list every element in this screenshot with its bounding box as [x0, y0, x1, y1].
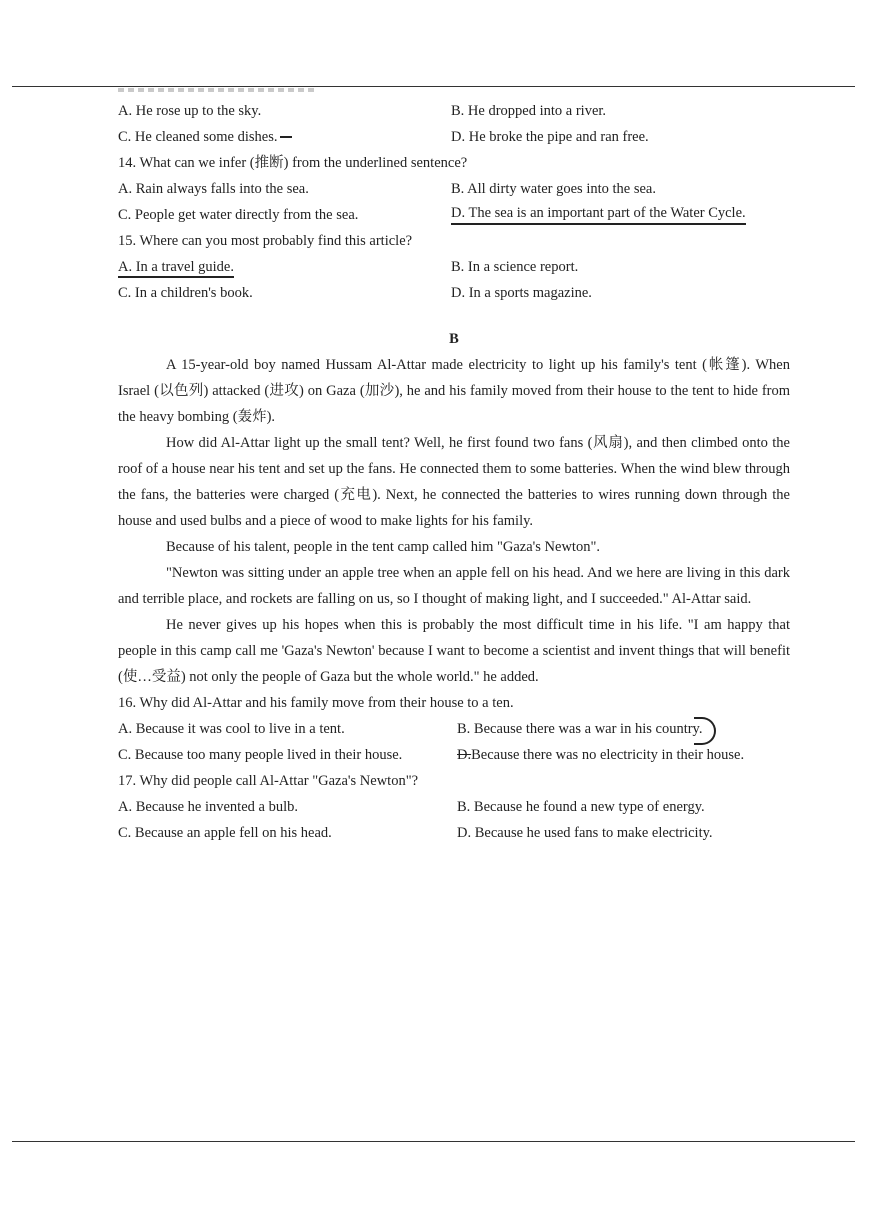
- q14-option-c: C. People get water directly from the sea.: [118, 206, 359, 223]
- q15-options-row-2: [118, 280, 790, 306]
- q16-option-d-letter: D.: [457, 746, 472, 763]
- q13-options-row-2: [118, 124, 790, 150]
- q16-option-c: C. Because too many people lived in their house.: [118, 746, 403, 763]
- passage-paragraph-5: He never gives up his hopes when this is probably the most difficult time in his life. "I am happy that people in this camp call me 'Gaza's Newton' because I want to become a scientist and invent things that will benefit (使…受益) not only the people of Gaza but the whole world." he added.: [118, 617, 790, 685]
- q16-option-d: [457, 747, 744, 764]
- q15-question: 15. Where can you most probably find this article?: [118, 233, 413, 249]
- section-heading: B: [449, 331, 459, 347]
- section-b-questions: [118, 690, 790, 846]
- q16-option-b: B. Because there was a war in his country.: [457, 720, 703, 737]
- q17-option-d: D. Because he used fans to make electricity.: [457, 824, 713, 841]
- q17-option-c: C. Because an apple fell on his head.: [118, 824, 332, 841]
- pen-mark: [280, 136, 292, 138]
- q15-option-b: B. In a science report.: [451, 258, 579, 275]
- q17-options-row-2: [118, 820, 790, 846]
- q14-question: 14. What can we infer (推断) from the underlined sentence?: [118, 155, 468, 171]
- passage-paragraph-4: "Newton was sitting under an apple tree when an apple fell on his head. And we here are living in this dark and terrible place, and rockets are falling on us, so I thought of making light, and I succeeded." Al-Attar said.: [118, 565, 790, 607]
- q14-option-b: B. All dirty water goes into the sea.: [451, 180, 656, 197]
- q14-option-a: A. Rain always falls into the sea.: [118, 180, 309, 197]
- q14-options-row-2: [118, 202, 790, 228]
- q14-options-row-1: [118, 176, 790, 202]
- q13-option-a: A. He rose up to the sky.: [118, 102, 262, 119]
- q15-option-c: C. In a children's book.: [118, 284, 253, 301]
- q13-option-b: B. He dropped into a river.: [451, 102, 607, 119]
- bottom-rule: [12, 1141, 855, 1142]
- q17-option-a: A. Because he invented a bulb.: [118, 798, 298, 815]
- q15-option-a: A. In a travel guide.: [118, 259, 451, 276]
- exam-page: [118, 98, 790, 846]
- q14-option-d: D. The sea is an important part of the Water Cycle.: [451, 205, 746, 225]
- passage-paragraph-1: A 15-year-old boy named Hussam Al-Attar made electricity to light up his family's tent (帐篷). When Israel (以色列) attacked (进攻) on Gaza (加沙), he and his family moved from their house to the tent to hide from the heavy bombing (轰炸).: [118, 357, 790, 425]
- q13-options-row-1: [118, 98, 790, 124]
- q16-option-d-text: Because there was no electricity in their house.: [471, 746, 745, 763]
- passage-paragraph-3: Because of his talent, people in the tent camp called him "Gaza's Newton".: [166, 539, 601, 555]
- q13-option-d: D. He broke the pipe and ran free.: [451, 128, 649, 145]
- q17-question: 17. Why did people call Al-Attar "Gaza's Newton"?: [118, 773, 419, 789]
- q13-option-c: C. He cleaned some dishes.: [118, 129, 451, 146]
- q16-options-row-1: [118, 716, 790, 742]
- q16-option-a: A. Because it was cool to live in a tent.: [118, 720, 345, 737]
- q16-options-row-2: [118, 742, 790, 768]
- passage-paragraph-2: How did Al-Attar light up the small tent? Well, he first found two fans (风扇), and then climbed onto the roof of a house near his tent and set up the fans. He connected them to some batteries. When the wind blew through the fans, the batteries were charged (充电). Next, he connected the batteries to wires running down through the house and used bulbs and a piece of wood to make lights for his family.: [118, 435, 790, 529]
- q17-option-b: B. Because he found a new type of energy.: [457, 798, 705, 815]
- q15-option-d: D. In a sports magazine.: [451, 284, 592, 301]
- q16-question: 16. Why did Al-Attar and his family move from their house to a ten.: [118, 695, 514, 711]
- q15-options-row-1: [118, 254, 790, 280]
- q17-options-row-1: [118, 794, 790, 820]
- top-rule: [12, 86, 855, 87]
- cropped-previous-line: [118, 88, 318, 92]
